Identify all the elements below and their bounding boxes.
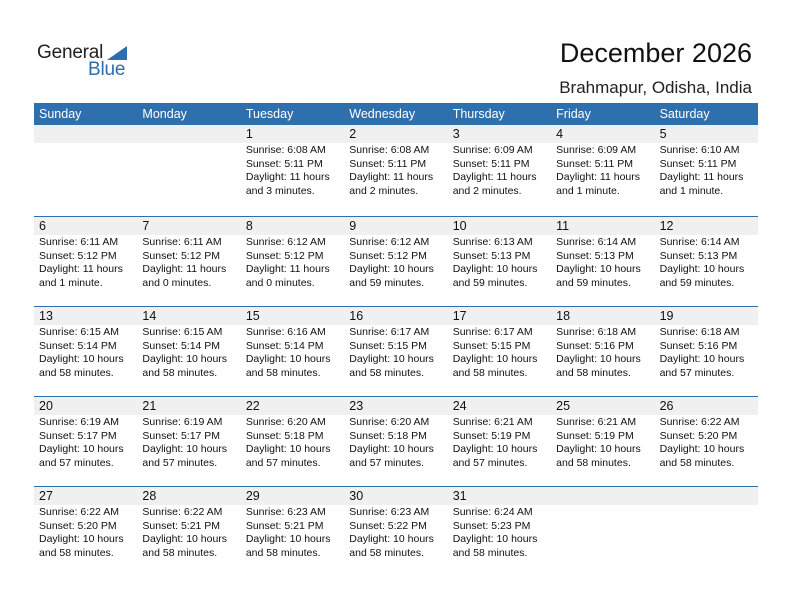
sunrise-text: Sunrise: 6:10 AM bbox=[659, 144, 740, 156]
day-cell bbox=[655, 487, 758, 576]
minutes-text: and 58 minutes. bbox=[556, 456, 631, 469]
sun-info bbox=[34, 505, 137, 560]
sun-info bbox=[448, 143, 551, 198]
day-number: 21 bbox=[137, 397, 240, 415]
sunset-text: Sunset: 5:19 PM bbox=[556, 429, 634, 442]
sun-info bbox=[137, 325, 240, 380]
minutes-text: and 58 minutes. bbox=[245, 366, 321, 379]
daylight-text: Daylight: 10 hours bbox=[142, 533, 228, 546]
daylight-text: Daylight: 10 hours bbox=[39, 443, 124, 456]
daylight-text: Daylight: 10 hours bbox=[142, 443, 228, 456]
sunrise-text: Sunrise: 6:23 AM bbox=[245, 506, 326, 518]
weekday-wednesday: Wednesday bbox=[349, 107, 416, 121]
sun-info bbox=[448, 235, 551, 290]
day-number bbox=[551, 487, 654, 505]
sunrise-text: Sunrise: 6:12 AM bbox=[349, 236, 430, 248]
sunrise-text: Sunrise: 6:08 AM bbox=[245, 144, 326, 156]
sunset-text: Sunset: 5:13 PM bbox=[452, 249, 531, 262]
sun-info bbox=[448, 325, 551, 380]
day-number: 11 bbox=[551, 217, 654, 235]
sunset-text: Sunset: 5:12 PM bbox=[142, 249, 221, 262]
sunset-text: Sunset: 5:13 PM bbox=[659, 249, 738, 262]
day-cell bbox=[448, 487, 551, 576]
minutes-text: and 0 minutes. bbox=[142, 276, 212, 289]
daylight-text: Daylight: 10 hours bbox=[659, 353, 745, 366]
sun-info bbox=[137, 143, 240, 144]
sunrise-text: Sunrise: 6:17 AM bbox=[349, 326, 430, 338]
minutes-text: and 58 minutes. bbox=[659, 456, 735, 469]
sun-info bbox=[344, 325, 447, 380]
sunrise-text: Sunrise: 6:19 AM bbox=[39, 416, 119, 428]
day-number: 12 bbox=[655, 217, 758, 235]
sunset-text: Sunset: 5:19 PM bbox=[452, 429, 531, 442]
day-number: 6 bbox=[34, 217, 137, 235]
day-number: 13 bbox=[34, 307, 137, 325]
day-number bbox=[137, 125, 240, 143]
day-cell bbox=[241, 307, 344, 396]
sun-info bbox=[34, 325, 137, 380]
day-number: 30 bbox=[344, 487, 447, 505]
daylight-text: Daylight: 11 hours bbox=[556, 171, 640, 184]
week-row bbox=[34, 216, 758, 306]
minutes-text: and 58 minutes. bbox=[452, 366, 528, 379]
sunset-text: Sunset: 5:14 PM bbox=[39, 339, 117, 352]
sunrise-text: Sunrise: 6:11 AM bbox=[142, 236, 222, 248]
sun-info bbox=[241, 325, 344, 380]
day-cell bbox=[448, 397, 551, 486]
sunset-text: Sunset: 5:20 PM bbox=[659, 429, 738, 442]
sun-info bbox=[551, 505, 654, 506]
minutes-text: and 1 minute. bbox=[659, 184, 724, 197]
day-cell bbox=[448, 307, 551, 396]
day-cell bbox=[137, 125, 240, 216]
day-number: 9 bbox=[344, 217, 447, 235]
day-number: 20 bbox=[34, 397, 137, 415]
minutes-text: and 57 minutes. bbox=[245, 456, 321, 469]
sunset-text: Sunset: 5:12 PM bbox=[39, 249, 117, 262]
daylight-text: Daylight: 10 hours bbox=[659, 263, 745, 276]
sun-info bbox=[551, 235, 654, 290]
day-cell bbox=[551, 125, 654, 216]
day-cell bbox=[34, 125, 137, 216]
daylight-text: Daylight: 10 hours bbox=[349, 263, 434, 276]
day-number: 28 bbox=[137, 487, 240, 505]
sun-info bbox=[34, 235, 137, 290]
day-cell bbox=[655, 397, 758, 486]
daylight-text: Daylight: 10 hours bbox=[245, 353, 331, 366]
daylight-text: Daylight: 10 hours bbox=[39, 353, 124, 366]
day-cell bbox=[137, 397, 240, 486]
sun-info bbox=[137, 505, 240, 560]
day-cell bbox=[241, 397, 344, 486]
sunrise-text: Sunrise: 6:18 AM bbox=[659, 326, 740, 338]
sunset-text: Sunset: 5:12 PM bbox=[245, 249, 324, 262]
sun-info bbox=[551, 325, 654, 380]
day-number: 2 bbox=[344, 125, 447, 143]
sunrise-text: Sunrise: 6:13 AM bbox=[452, 236, 533, 248]
daylight-text: Daylight: 10 hours bbox=[349, 353, 434, 366]
sunset-text: Sunset: 5:16 PM bbox=[556, 339, 634, 352]
daylight-text: Daylight: 10 hours bbox=[452, 443, 538, 456]
sunrise-text: Sunrise: 6:20 AM bbox=[245, 416, 326, 428]
sunset-text: Sunset: 5:13 PM bbox=[556, 249, 634, 262]
day-cell bbox=[241, 487, 344, 576]
daylight-text: Daylight: 10 hours bbox=[556, 263, 641, 276]
sunset-text: Sunset: 5:16 PM bbox=[659, 339, 738, 352]
minutes-text: and 59 minutes. bbox=[349, 276, 424, 289]
day-cell bbox=[241, 217, 344, 306]
minutes-text: and 58 minutes. bbox=[452, 546, 528, 559]
week-row bbox=[34, 396, 758, 486]
day-number: 14 bbox=[137, 307, 240, 325]
sunrise-text: Sunrise: 6:11 AM bbox=[39, 236, 119, 248]
week-row bbox=[34, 125, 758, 216]
sunrise-text: Sunrise: 6:17 AM bbox=[452, 326, 533, 338]
sunset-text: Sunset: 5:15 PM bbox=[349, 339, 427, 352]
day-cell bbox=[344, 487, 447, 576]
day-cell bbox=[344, 307, 447, 396]
daylight-text: Daylight: 11 hours bbox=[142, 263, 227, 276]
minutes-text: and 2 minutes. bbox=[452, 184, 522, 197]
day-cell bbox=[655, 125, 758, 216]
minutes-text: and 57 minutes. bbox=[142, 456, 218, 469]
day-number: 22 bbox=[241, 397, 344, 415]
weekday-thursday: Thursday bbox=[452, 107, 505, 121]
day-number: 23 bbox=[344, 397, 447, 415]
sunset-text: Sunset: 5:15 PM bbox=[452, 339, 531, 352]
daylight-text: Daylight: 11 hours bbox=[349, 171, 434, 184]
sunrise-text: Sunrise: 6:22 AM bbox=[659, 416, 740, 428]
daylight-text: Daylight: 10 hours bbox=[349, 443, 434, 456]
minutes-text: and 58 minutes. bbox=[39, 366, 114, 379]
sunset-text: Sunset: 5:18 PM bbox=[349, 429, 427, 442]
weeks-container bbox=[34, 125, 758, 576]
sun-info bbox=[34, 143, 137, 144]
day-cell bbox=[34, 487, 137, 576]
daylight-text: Daylight: 11 hours bbox=[452, 171, 537, 184]
sunrise-text: Sunrise: 6:21 AM bbox=[452, 416, 533, 428]
day-cell bbox=[551, 397, 654, 486]
weekday-header-row bbox=[34, 103, 758, 125]
minutes-text: and 58 minutes. bbox=[142, 546, 218, 559]
weekday-monday: Monday bbox=[142, 107, 187, 121]
sun-info bbox=[655, 325, 758, 380]
sunrise-text: Sunrise: 6:22 AM bbox=[142, 506, 223, 518]
day-number: 27 bbox=[34, 487, 137, 505]
day-number: 25 bbox=[551, 397, 654, 415]
sunrise-text: Sunrise: 6:19 AM bbox=[142, 416, 223, 428]
day-cell bbox=[34, 307, 137, 396]
daylight-text: Daylight: 10 hours bbox=[142, 353, 228, 366]
weekday-tuesday: Tuesday bbox=[245, 107, 294, 121]
sunset-text: Sunset: 5:23 PM bbox=[452, 519, 531, 532]
sun-info bbox=[655, 235, 758, 290]
sun-info bbox=[241, 505, 344, 560]
sunrise-text: Sunrise: 6:09 AM bbox=[452, 144, 533, 156]
day-cell bbox=[344, 125, 447, 216]
day-cell bbox=[137, 217, 240, 306]
sun-info bbox=[344, 143, 447, 198]
daylight-text: Daylight: 11 hours bbox=[245, 171, 330, 184]
daylight-text: Daylight: 10 hours bbox=[556, 353, 641, 366]
daylight-text: Daylight: 10 hours bbox=[349, 533, 434, 546]
day-cell bbox=[448, 217, 551, 306]
sunset-text: Sunset: 5:17 PM bbox=[142, 429, 221, 442]
sunset-text: Sunset: 5:14 PM bbox=[245, 339, 324, 352]
day-number: 31 bbox=[448, 487, 551, 505]
calendar-grid bbox=[34, 103, 758, 576]
day-number: 4 bbox=[551, 125, 654, 143]
day-cell bbox=[551, 487, 654, 576]
day-number bbox=[655, 487, 758, 505]
week-row bbox=[34, 306, 758, 396]
sunset-text: Sunset: 5:21 PM bbox=[245, 519, 324, 532]
day-number: 26 bbox=[655, 397, 758, 415]
sun-info bbox=[655, 415, 758, 470]
sunset-text: Sunset: 5:18 PM bbox=[245, 429, 324, 442]
logo-text-general: General bbox=[37, 42, 104, 63]
sunset-text: Sunset: 5:11 PM bbox=[245, 157, 323, 170]
sunset-text: Sunset: 5:11 PM bbox=[659, 157, 737, 170]
weekday-sunday: Sunday bbox=[39, 107, 82, 121]
day-cell bbox=[137, 487, 240, 576]
sunset-text: Sunset: 5:20 PM bbox=[39, 519, 117, 532]
sunrise-text: Sunrise: 6:15 AM bbox=[39, 326, 119, 338]
weekday-friday: Friday bbox=[556, 107, 591, 121]
minutes-text: and 58 minutes. bbox=[245, 546, 321, 559]
sun-info bbox=[655, 505, 758, 506]
sunset-text: Sunset: 5:12 PM bbox=[349, 249, 427, 262]
sun-info bbox=[344, 415, 447, 470]
day-cell bbox=[551, 307, 654, 396]
daylight-text: Daylight: 10 hours bbox=[39, 533, 124, 546]
day-number: 1 bbox=[241, 125, 344, 143]
minutes-text: and 58 minutes. bbox=[349, 546, 424, 559]
minutes-text: and 1 minute. bbox=[39, 276, 103, 289]
sun-info bbox=[241, 143, 344, 198]
day-cell bbox=[137, 307, 240, 396]
day-number bbox=[34, 125, 137, 143]
day-number: 29 bbox=[241, 487, 344, 505]
sunrise-text: Sunrise: 6:14 AM bbox=[556, 236, 637, 248]
day-cell bbox=[655, 217, 758, 306]
daylight-text: Daylight: 10 hours bbox=[245, 443, 331, 456]
minutes-text: and 2 minutes. bbox=[349, 184, 419, 197]
minutes-text: and 1 minute. bbox=[556, 184, 620, 197]
day-number: 17 bbox=[448, 307, 551, 325]
sunset-text: Sunset: 5:22 PM bbox=[349, 519, 427, 532]
location-subtitle: Brahmapur, Odisha, India bbox=[559, 78, 752, 97]
daylight-text: Daylight: 10 hours bbox=[452, 263, 538, 276]
week-row bbox=[34, 486, 758, 576]
day-cell bbox=[655, 307, 758, 396]
minutes-text: and 57 minutes. bbox=[452, 456, 528, 469]
minutes-text: and 57 minutes. bbox=[349, 456, 424, 469]
sunrise-text: Sunrise: 6:22 AM bbox=[39, 506, 119, 518]
sunset-text: Sunset: 5:21 PM bbox=[142, 519, 221, 532]
minutes-text: and 57 minutes. bbox=[39, 456, 114, 469]
daylight-text: Daylight: 10 hours bbox=[452, 353, 538, 366]
day-number: 7 bbox=[137, 217, 240, 235]
daylight-text: Daylight: 10 hours bbox=[659, 443, 745, 456]
sun-info bbox=[241, 415, 344, 470]
sunrise-text: Sunrise: 6:16 AM bbox=[245, 326, 326, 338]
sun-info bbox=[241, 235, 344, 290]
sunrise-text: Sunrise: 6:15 AM bbox=[142, 326, 223, 338]
day-cell bbox=[344, 397, 447, 486]
daylight-text: Daylight: 10 hours bbox=[556, 443, 641, 456]
minutes-text: and 0 minutes. bbox=[245, 276, 315, 289]
logo-text-blue: Blue bbox=[88, 59, 126, 80]
sunset-text: Sunset: 5:14 PM bbox=[142, 339, 221, 352]
minutes-text: and 58 minutes. bbox=[349, 366, 424, 379]
day-cell bbox=[344, 217, 447, 306]
sun-info bbox=[34, 415, 137, 470]
day-number: 19 bbox=[655, 307, 758, 325]
minutes-text: and 59 minutes. bbox=[556, 276, 631, 289]
daylight-text: Daylight: 10 hours bbox=[245, 533, 331, 546]
sun-info bbox=[655, 143, 758, 198]
day-number: 5 bbox=[655, 125, 758, 143]
daylight-text: Daylight: 11 hours bbox=[39, 263, 123, 276]
logo-triangle-icon bbox=[107, 46, 127, 60]
minutes-text: and 3 minutes. bbox=[245, 184, 315, 197]
day-cell bbox=[34, 217, 137, 306]
day-cell bbox=[551, 217, 654, 306]
minutes-text: and 59 minutes. bbox=[452, 276, 528, 289]
sunrise-text: Sunrise: 6:21 AM bbox=[556, 416, 637, 428]
day-number: 24 bbox=[448, 397, 551, 415]
sun-info bbox=[344, 505, 447, 560]
minutes-text: and 58 minutes. bbox=[556, 366, 631, 379]
sunrise-text: Sunrise: 6:24 AM bbox=[452, 506, 533, 518]
sunrise-text: Sunrise: 6:09 AM bbox=[556, 144, 637, 156]
day-number: 16 bbox=[344, 307, 447, 325]
sun-info bbox=[344, 235, 447, 290]
daylight-text: Daylight: 11 hours bbox=[659, 171, 744, 184]
sunset-text: Sunset: 5:17 PM bbox=[39, 429, 117, 442]
day-number: 3 bbox=[448, 125, 551, 143]
sun-info bbox=[551, 143, 654, 198]
minutes-text: and 58 minutes. bbox=[142, 366, 218, 379]
daylight-text: Daylight: 10 hours bbox=[452, 533, 538, 546]
sunrise-text: Sunrise: 6:23 AM bbox=[349, 506, 430, 518]
day-number: 10 bbox=[448, 217, 551, 235]
day-number: 15 bbox=[241, 307, 344, 325]
sun-info bbox=[137, 415, 240, 470]
generalblue-logo bbox=[37, 42, 137, 82]
minutes-text: and 57 minutes. bbox=[659, 366, 735, 379]
sunrise-text: Sunrise: 6:12 AM bbox=[245, 236, 326, 248]
minutes-text: and 58 minutes. bbox=[39, 546, 114, 559]
sunrise-text: Sunrise: 6:20 AM bbox=[349, 416, 430, 428]
sunrise-text: Sunrise: 6:08 AM bbox=[349, 144, 430, 156]
sunset-text: Sunset: 5:11 PM bbox=[452, 157, 530, 170]
minutes-text: and 59 minutes. bbox=[659, 276, 735, 289]
weekday-saturday: Saturday bbox=[659, 107, 710, 121]
sunrise-text: Sunrise: 6:14 AM bbox=[659, 236, 740, 248]
day-cell bbox=[34, 397, 137, 486]
sun-info bbox=[448, 505, 551, 560]
sunset-text: Sunset: 5:11 PM bbox=[349, 157, 427, 170]
day-number: 8 bbox=[241, 217, 344, 235]
page-title: December 2026 bbox=[559, 38, 752, 68]
sun-info bbox=[448, 415, 551, 470]
sun-info bbox=[551, 415, 654, 470]
day-cell bbox=[448, 125, 551, 216]
daylight-text: Daylight: 11 hours bbox=[245, 263, 330, 276]
day-cell bbox=[241, 125, 344, 216]
sun-info bbox=[137, 235, 240, 290]
day-number: 18 bbox=[551, 307, 654, 325]
sunrise-text: Sunrise: 6:18 AM bbox=[556, 326, 637, 338]
sunset-text: Sunset: 5:11 PM bbox=[556, 157, 633, 170]
